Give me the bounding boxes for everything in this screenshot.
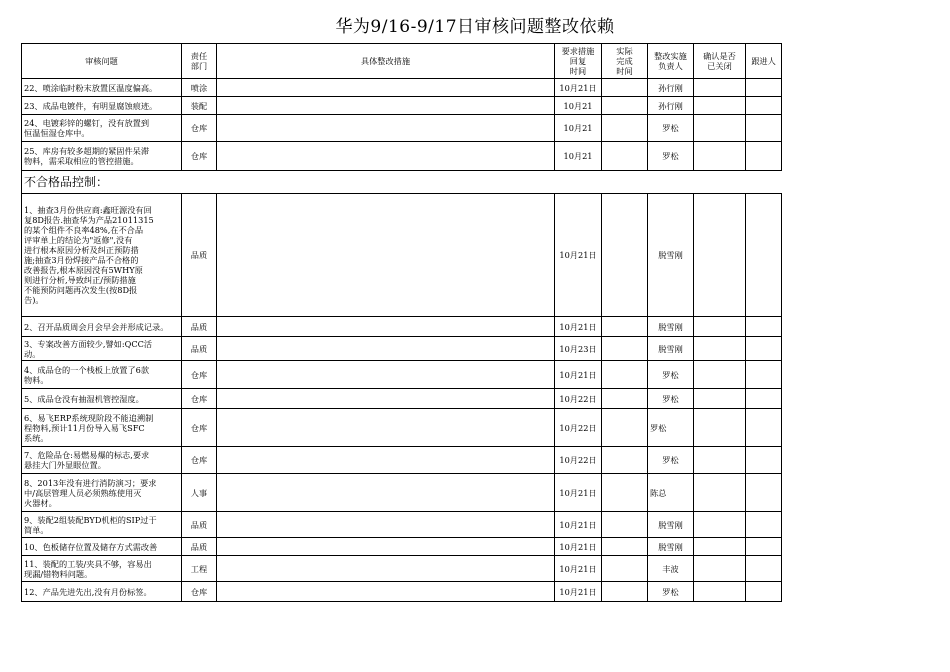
confirm-cell bbox=[694, 337, 746, 361]
measures-cell bbox=[217, 115, 555, 142]
audit-issue-table bbox=[21, 43, 782, 602]
reply-time-cell: 10月21日 bbox=[555, 474, 602, 512]
issue-cell: 4、成品仓的一个栈板上放置了6款 物料。 bbox=[22, 361, 182, 389]
reply-time-cell: 10月23日 bbox=[555, 337, 602, 361]
follower-cell bbox=[746, 337, 782, 361]
table-row bbox=[22, 97, 782, 115]
reply-time-cell: 10月21日 bbox=[555, 194, 602, 317]
measures-cell bbox=[217, 337, 555, 361]
issue-cell: 6、易飞ERP系统现阶段不能追溯制 程物料,预计11月份导入易飞SFC 系统。 bbox=[22, 409, 182, 447]
table-row bbox=[22, 474, 782, 512]
issue-cell: 7、危险品仓:易燃易爆的标志,要求 悬挂大门外显眼位置。 bbox=[22, 447, 182, 474]
dept-cell: 人事 bbox=[182, 474, 217, 512]
owner-cell: 孙行刚 bbox=[648, 79, 694, 97]
dept-cell: 仓库 bbox=[182, 447, 217, 474]
measures-cell bbox=[217, 556, 555, 582]
follower-cell bbox=[746, 556, 782, 582]
issue-cell: 5、成品仓没有抽湿机管控湿度。 bbox=[22, 389, 182, 409]
actual-time-cell bbox=[602, 538, 648, 556]
table-body-a bbox=[22, 79, 782, 171]
actual-time-cell bbox=[602, 582, 648, 602]
table-row bbox=[22, 409, 782, 447]
table-row bbox=[22, 337, 782, 361]
issue-cell: 24、电镀彩锌的螺钉，没有放置到 恒温恒湿仓库中。 bbox=[22, 115, 182, 142]
measures-cell bbox=[217, 474, 555, 512]
issue-cell: 11、装配的工装/夹具不够，容易出 现漏/错物料问题。 bbox=[22, 556, 182, 582]
owner-cell: 脱雪刚 bbox=[648, 317, 694, 337]
follower-cell bbox=[746, 317, 782, 337]
follower-cell bbox=[746, 512, 782, 538]
measures-cell bbox=[217, 317, 555, 337]
owner-cell: 脱雪刚 bbox=[648, 512, 694, 538]
reply-time-cell: 10月21日 bbox=[555, 317, 602, 337]
header-reply-time: 要求措施 回复 时间 bbox=[555, 44, 602, 79]
actual-time-cell bbox=[602, 317, 648, 337]
actual-time-cell bbox=[602, 512, 648, 538]
follower-cell bbox=[746, 447, 782, 474]
dept-cell: 品质 bbox=[182, 337, 217, 361]
confirm-cell bbox=[694, 361, 746, 389]
issue-cell: 23、成品电镀件，有明显腐蚀痕迹。 bbox=[22, 97, 182, 115]
actual-time-cell bbox=[602, 79, 648, 97]
reply-time-cell: 10月21日 bbox=[555, 512, 602, 538]
confirm-cell bbox=[694, 474, 746, 512]
confirm-cell bbox=[694, 512, 746, 538]
owner-cell: 罗松 bbox=[648, 582, 694, 602]
reply-time-cell: 10月22日 bbox=[555, 389, 602, 409]
measures-cell bbox=[217, 582, 555, 602]
measures-cell bbox=[217, 79, 555, 97]
dept-cell: 喷涂 bbox=[182, 79, 217, 97]
follower-cell bbox=[746, 538, 782, 556]
follower-cell bbox=[746, 582, 782, 602]
confirm-cell bbox=[694, 97, 746, 115]
measures-cell bbox=[217, 142, 555, 171]
header-actual-time: 实际 完成 时间 bbox=[602, 44, 648, 79]
table-row bbox=[22, 582, 782, 602]
follower-cell bbox=[746, 409, 782, 447]
table-row bbox=[22, 389, 782, 409]
reply-time-cell: 10月21 bbox=[555, 115, 602, 142]
header-owner: 整改实施 负责人 bbox=[648, 44, 694, 79]
actual-time-cell bbox=[602, 474, 648, 512]
table-row bbox=[22, 115, 782, 142]
reply-time-cell: 10月22日 bbox=[555, 409, 602, 447]
actual-time-cell bbox=[602, 194, 648, 317]
owner-cell: 丰波 bbox=[648, 556, 694, 582]
actual-time-cell bbox=[602, 97, 648, 115]
table-row bbox=[22, 512, 782, 538]
owner-cell: 罗松 bbox=[648, 115, 694, 142]
owner-cell: 罗松 bbox=[648, 389, 694, 409]
owner-cell: 脱雪刚 bbox=[648, 538, 694, 556]
page-title: 华为9/16-9/17日审核问题整改依赖 bbox=[335, 17, 615, 37]
measures-cell bbox=[217, 194, 555, 317]
follower-cell bbox=[746, 115, 782, 142]
table-row bbox=[22, 538, 782, 556]
follower-cell bbox=[746, 361, 782, 389]
owner-cell: 罗松 bbox=[648, 142, 694, 171]
reply-time-cell: 10月21日 bbox=[555, 361, 602, 389]
issue-cell: 10、色板储存位置及储存方式需改善 bbox=[22, 538, 182, 556]
table-row bbox=[22, 79, 782, 97]
issue-cell: 25、库房有较多超期的紧固件呆滞 物料，需采取相应的管控措施。 bbox=[22, 142, 182, 171]
follower-cell bbox=[746, 474, 782, 512]
dept-cell: 仓库 bbox=[182, 582, 217, 602]
table-row bbox=[22, 317, 782, 337]
reply-time-cell: 10月21日 bbox=[555, 582, 602, 602]
confirm-cell bbox=[694, 79, 746, 97]
dept-cell: 仓库 bbox=[182, 115, 217, 142]
dept-cell: 品质 bbox=[182, 512, 217, 538]
measures-cell bbox=[217, 389, 555, 409]
owner-cell: 脱雪刚 bbox=[648, 194, 694, 317]
follower-cell bbox=[746, 79, 782, 97]
dept-cell: 品质 bbox=[182, 317, 217, 337]
actual-time-cell bbox=[602, 409, 648, 447]
header-follower: 跟进人 bbox=[746, 44, 782, 79]
owner-cell: 陈总 bbox=[648, 474, 694, 512]
follower-cell bbox=[746, 389, 782, 409]
actual-time-cell bbox=[602, 556, 648, 582]
reply-time-cell: 10月21 bbox=[555, 97, 602, 115]
actual-time-cell bbox=[602, 361, 648, 389]
reply-time-cell: 10月22日 bbox=[555, 447, 602, 474]
issue-cell: 1、抽查3月份供应商:鑫旺源没有回 复8D报告.抽查华为产品21011315 的某个组件不良率48%,在不合品 评审单上的结论为"返修",没有 进行根本原因分析及纠正预防措 施;抽查3月份焊接产品不合格的 改善报告,根本原因没有5WHY原 则进行分析,导致纠正/预防措施 不能预防问题再次发生(按8D报 告)。 bbox=[22, 194, 182, 317]
table-row bbox=[22, 142, 782, 171]
actual-time-cell bbox=[602, 115, 648, 142]
issue-cell: 9、装配2组装配BYD机柜的SIP过于 简单。 bbox=[22, 512, 182, 538]
dept-cell: 装配 bbox=[182, 97, 217, 115]
section-label: 不合格品控制： bbox=[22, 171, 782, 194]
confirm-cell bbox=[694, 317, 746, 337]
dept-cell: 仓库 bbox=[182, 389, 217, 409]
reply-time-cell: 10月21日 bbox=[555, 556, 602, 582]
dept-cell: 品质 bbox=[182, 194, 217, 317]
measures-cell bbox=[217, 409, 555, 447]
confirm-cell bbox=[694, 409, 746, 447]
issue-cell: 2、召开品质周会月会早会并形成记录。 bbox=[22, 317, 182, 337]
header-measures: 具体整改措施 bbox=[217, 44, 555, 79]
reply-time-cell: 10月21 bbox=[555, 142, 602, 171]
measures-cell bbox=[217, 512, 555, 538]
actual-time-cell bbox=[602, 447, 648, 474]
actual-time-cell bbox=[602, 337, 648, 361]
dept-cell: 仓库 bbox=[182, 142, 217, 171]
section-body bbox=[22, 171, 782, 194]
confirm-cell bbox=[694, 556, 746, 582]
owner-cell: 孙行刚 bbox=[648, 97, 694, 115]
follower-cell bbox=[746, 142, 782, 171]
owner-cell: 罗松 bbox=[648, 409, 694, 447]
dept-cell: 品质 bbox=[182, 538, 217, 556]
header-issue: 审核问题 bbox=[22, 44, 182, 79]
confirm-cell bbox=[694, 582, 746, 602]
owner-cell: 罗松 bbox=[648, 361, 694, 389]
section-row bbox=[22, 171, 782, 194]
dept-cell: 工程 bbox=[182, 556, 217, 582]
issue-cell: 8、2013年没有进行消防演习；要求 中/高层管理人员必须熟练使用灭 火器材。 bbox=[22, 474, 182, 512]
header-confirm: 确认是否 已关闭 bbox=[694, 44, 746, 79]
follower-cell bbox=[746, 194, 782, 317]
table-row bbox=[22, 194, 782, 317]
actual-time-cell bbox=[602, 389, 648, 409]
measures-cell bbox=[217, 97, 555, 115]
confirm-cell bbox=[694, 194, 746, 317]
table-row bbox=[22, 556, 782, 582]
measures-cell bbox=[217, 538, 555, 556]
confirm-cell bbox=[694, 115, 746, 142]
follower-cell bbox=[746, 97, 782, 115]
issue-cell: 22、喷涂临时粉末放置区温度偏高。 bbox=[22, 79, 182, 97]
confirm-cell bbox=[694, 389, 746, 409]
measures-cell bbox=[217, 447, 555, 474]
table-row bbox=[22, 447, 782, 474]
reply-time-cell: 10月21日 bbox=[555, 538, 602, 556]
dept-cell: 仓库 bbox=[182, 409, 217, 447]
issue-cell: 3、专案改善方面较少,譬如:QCC活 动。 bbox=[22, 337, 182, 361]
reply-time-cell: 10月21日 bbox=[555, 79, 602, 97]
confirm-cell bbox=[694, 447, 746, 474]
issue-cell: 12、产品先进先出,没有月份标签。 bbox=[22, 582, 182, 602]
table-row bbox=[22, 361, 782, 389]
confirm-cell bbox=[694, 142, 746, 171]
header-row bbox=[22, 44, 782, 79]
header-dept: 责任 部门 bbox=[182, 44, 217, 79]
confirm-cell bbox=[694, 538, 746, 556]
owner-cell: 罗松 bbox=[648, 447, 694, 474]
dept-cell: 仓库 bbox=[182, 361, 217, 389]
actual-time-cell bbox=[602, 142, 648, 171]
owner-cell: 脱雪刚 bbox=[648, 337, 694, 361]
measures-cell bbox=[217, 361, 555, 389]
table-body-b bbox=[22, 194, 782, 602]
